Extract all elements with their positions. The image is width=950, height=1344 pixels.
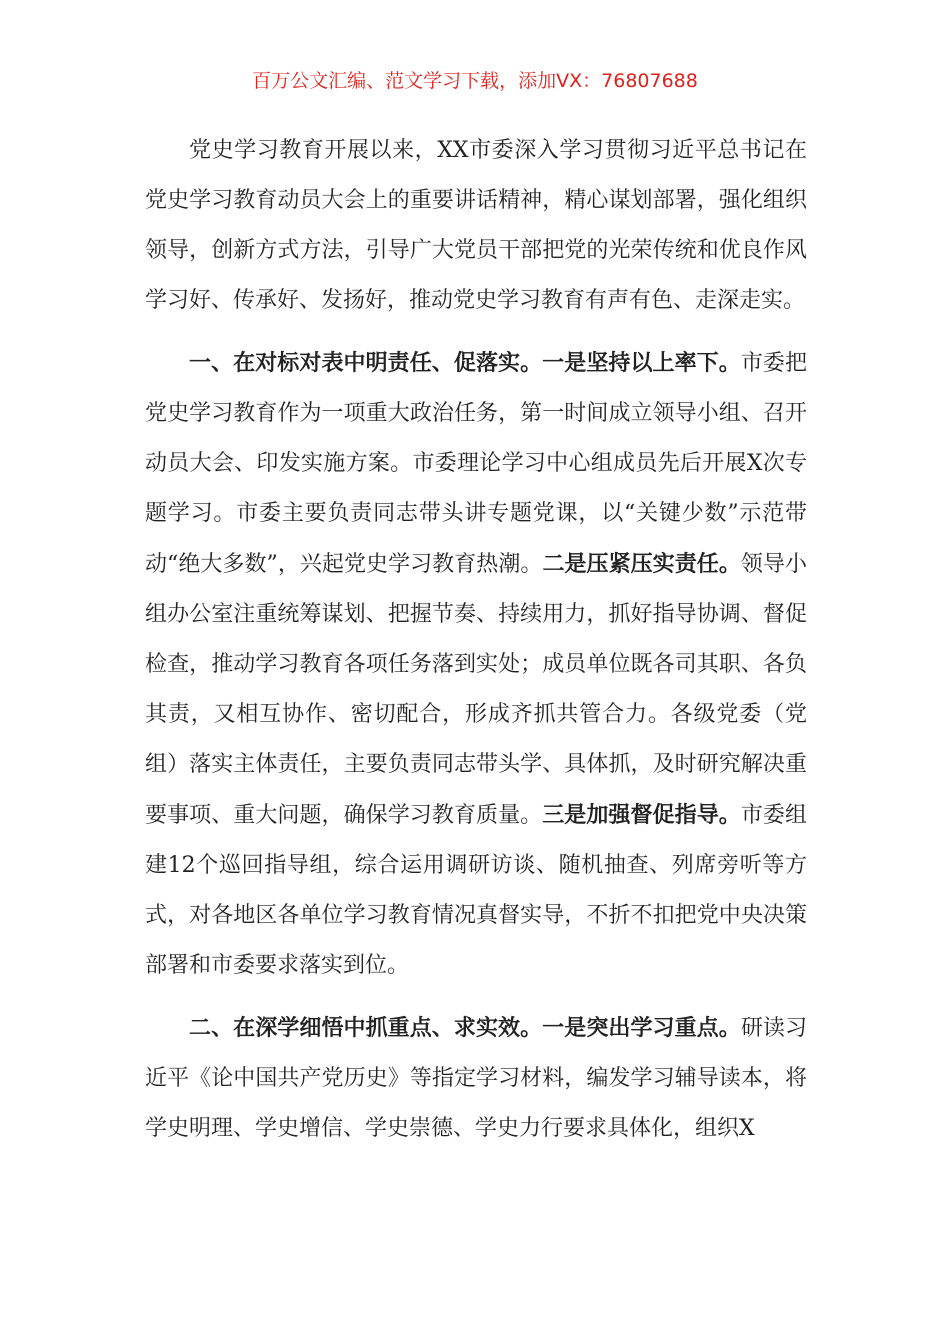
paragraph-section-one: [145, 338, 807, 991]
text-run: 研读习近平《论中国共产党历史》等指定学习材料，编发学习辅导读本，将学史明理、学史增信、学史崇德、学史力行要求具体化，组织X: [145, 1016, 807, 1141]
section-heading: 一、在对标对表中明责任、促落实。一是坚持以上率下。: [189, 350, 741, 376]
subheading: 三是加强督促指导。: [542, 802, 741, 828]
subheading: 二是压紧压实责任。: [542, 551, 741, 577]
text-run: 党史学习教育开展以来，XX市委深入学习贯彻习近平总书记在党史学习教育动员大会上的重要讲话精神，精心谋划部署，强化组织领导，创新方式方法，引导广大党员干部把党的光荣传统和优良作风学习好、传承好、发扬好，推动党史学习教育有声有色、走深走实。: [145, 138, 807, 313]
header-banner: 百万公文汇编、范文学习下载，添加VX：76807688: [252, 70, 698, 92]
document-body: [145, 126, 807, 1154]
text-run: 领导小组办公室注重统筹谋划、把握节奏、持续用力，抓好指导协调、督促检查，推动学习教育各项任务落到实处；成员单位既各司其职、各负其责，又相互协作、密切配合，形成齐抓共管合力。各级党委（党组）落实主体责任，主要负责同志带头学、具体抓，及时研究解决重要事项、重大问题，确保学习教育质量。: [145, 552, 807, 828]
section-heading: 二、在深学细悟中抓重点、求实效。一是突出学习重点。: [189, 1015, 741, 1041]
paragraph-section-two: [145, 1003, 807, 1154]
paragraph-intro: [145, 126, 807, 326]
text-run: 市委把党史学习教育作为一项重大政治任务，第一时间成立领导小组、召开动员大会、印发实施方案。市委理论学习中心组成员先后开展X次专题学习。市委主要负责同志带头讲专题党课，以“关键少数”示范带动“绝大多数”，兴起党史学习教育热潮。: [145, 351, 807, 577]
text-run: 市委组建12个巡回指导组，综合运用调研访谈、随机抽查、列席旁听等方式，对各地区各单位学习教育情况真督实导，不折不扣把党中央决策部署和市委要求落实到位。: [145, 803, 807, 978]
